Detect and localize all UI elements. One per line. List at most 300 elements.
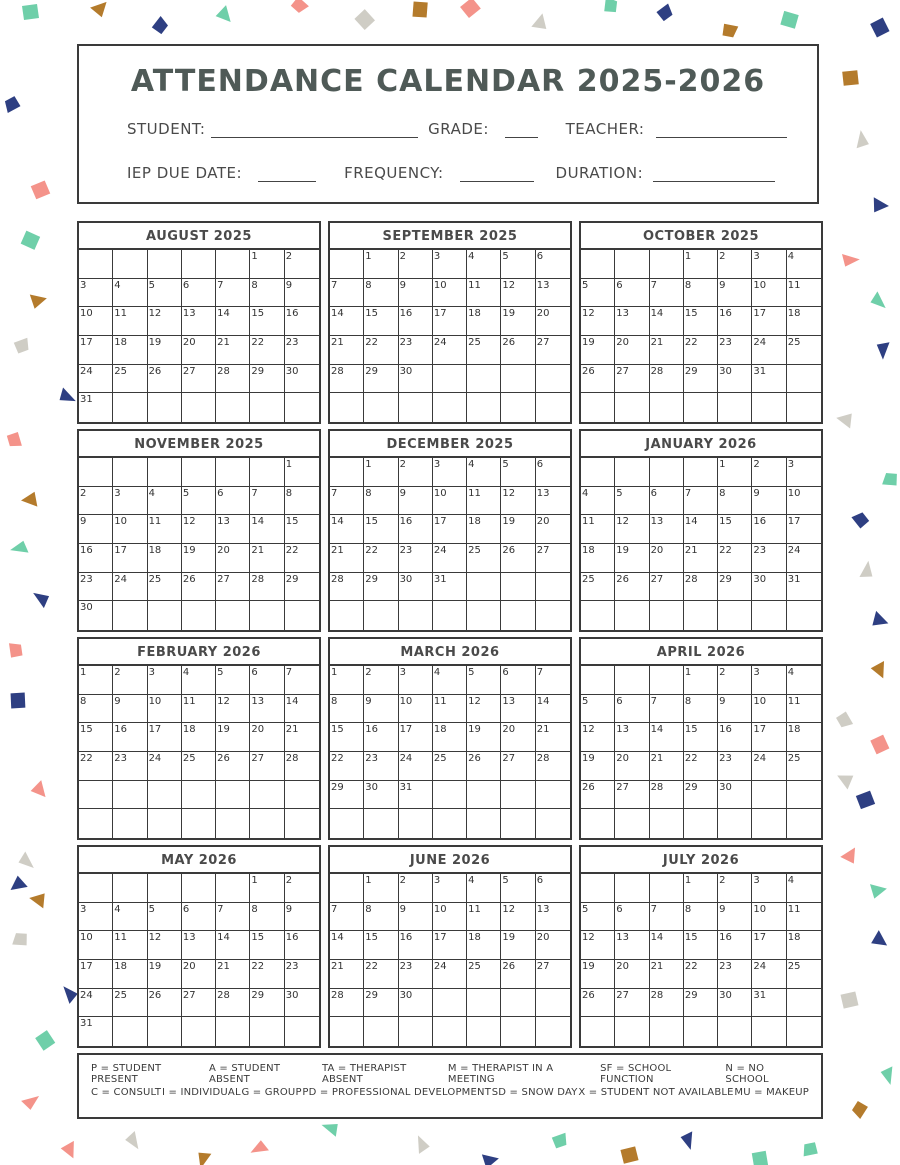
day-cell[interactable]: 17: [787, 515, 821, 544]
day-cell[interactable]: 11: [433, 695, 467, 724]
day-cell[interactable]: 10: [433, 487, 467, 516]
day-cell[interactable]: [113, 874, 147, 903]
day-cell[interactable]: 20: [650, 544, 684, 573]
day-cell[interactable]: 5: [615, 487, 649, 516]
day-cell[interactable]: 10: [433, 903, 467, 932]
day-cell[interactable]: 15: [330, 723, 364, 752]
day-cell[interactable]: [615, 809, 649, 838]
day-cell[interactable]: 3: [148, 666, 182, 695]
day-cell[interactable]: [433, 601, 467, 630]
day-cell[interactable]: 6: [182, 279, 216, 308]
day-cell[interactable]: [182, 809, 216, 838]
day-cell[interactable]: 21: [650, 336, 684, 365]
day-cell[interactable]: 20: [536, 307, 570, 336]
day-cell[interactable]: [433, 989, 467, 1018]
day-cell[interactable]: 9: [285, 903, 319, 932]
day-cell[interactable]: 23: [718, 960, 752, 989]
day-cell[interactable]: [148, 458, 182, 487]
day-cell[interactable]: [581, 809, 615, 838]
day-cell[interactable]: 22: [330, 752, 364, 781]
day-cell[interactable]: 11: [467, 903, 501, 932]
day-cell[interactable]: 3: [433, 458, 467, 487]
day-cell[interactable]: 1: [684, 874, 718, 903]
day-cell[interactable]: 4: [787, 250, 821, 279]
day-cell[interactable]: 11: [113, 307, 147, 336]
day-cell[interactable]: 11: [581, 515, 615, 544]
day-cell[interactable]: 22: [684, 336, 718, 365]
day-cell[interactable]: 15: [250, 307, 284, 336]
day-cell[interactable]: 17: [399, 723, 433, 752]
day-cell[interactable]: 2: [399, 250, 433, 279]
day-cell[interactable]: [216, 393, 250, 422]
day-cell[interactable]: [216, 874, 250, 903]
day-cell[interactable]: 5: [501, 874, 535, 903]
day-cell[interactable]: [182, 393, 216, 422]
day-cell[interactable]: [501, 781, 535, 810]
day-cell[interactable]: 31: [752, 365, 786, 394]
day-cell[interactable]: 10: [752, 279, 786, 308]
day-cell[interactable]: 20: [536, 515, 570, 544]
day-cell[interactable]: 8: [364, 279, 398, 308]
day-cell[interactable]: 19: [501, 931, 535, 960]
day-cell[interactable]: 15: [250, 931, 284, 960]
day-cell[interactable]: 26: [467, 752, 501, 781]
day-cell[interactable]: 28: [216, 989, 250, 1018]
day-cell[interactable]: 14: [330, 307, 364, 336]
day-cell[interactable]: [581, 601, 615, 630]
day-cell[interactable]: 14: [250, 515, 284, 544]
day-cell[interactable]: 7: [536, 666, 570, 695]
day-cell[interactable]: 16: [718, 307, 752, 336]
day-cell[interactable]: 30: [718, 365, 752, 394]
day-cell[interactable]: 16: [285, 931, 319, 960]
day-cell[interactable]: 16: [399, 515, 433, 544]
day-cell[interactable]: [650, 250, 684, 279]
day-cell[interactable]: 18: [433, 723, 467, 752]
day-cell[interactable]: 10: [113, 515, 147, 544]
day-cell[interactable]: [433, 393, 467, 422]
day-cell[interactable]: [113, 601, 147, 630]
day-cell[interactable]: 27: [615, 989, 649, 1018]
day-cell[interactable]: 10: [752, 903, 786, 932]
day-cell[interactable]: 15: [364, 307, 398, 336]
frequency-field[interactable]: [460, 165, 534, 182]
day-cell[interactable]: 23: [399, 960, 433, 989]
day-cell[interactable]: 23: [752, 544, 786, 573]
day-cell[interactable]: 23: [113, 752, 147, 781]
day-cell[interactable]: 24: [752, 752, 786, 781]
day-cell[interactable]: [148, 809, 182, 838]
day-cell[interactable]: 7: [330, 487, 364, 516]
day-cell[interactable]: 3: [79, 279, 113, 308]
day-cell[interactable]: 4: [787, 874, 821, 903]
day-cell[interactable]: 1: [330, 666, 364, 695]
day-cell[interactable]: 28: [216, 365, 250, 394]
day-cell[interactable]: 30: [752, 573, 786, 602]
day-cell[interactable]: 13: [615, 723, 649, 752]
day-cell[interactable]: [182, 601, 216, 630]
day-cell[interactable]: 4: [581, 487, 615, 516]
day-cell[interactable]: [752, 1017, 786, 1046]
day-cell[interactable]: 29: [285, 573, 319, 602]
day-cell[interactable]: 15: [364, 515, 398, 544]
day-cell[interactable]: 4: [148, 487, 182, 516]
day-cell[interactable]: [399, 1017, 433, 1046]
day-cell[interactable]: 30: [285, 989, 319, 1018]
day-cell[interactable]: 3: [79, 903, 113, 932]
day-cell[interactable]: 3: [433, 874, 467, 903]
day-cell[interactable]: 30: [285, 365, 319, 394]
day-cell[interactable]: [581, 1017, 615, 1046]
day-cell[interactable]: 1: [250, 874, 284, 903]
day-cell[interactable]: 8: [250, 903, 284, 932]
day-cell[interactable]: 22: [250, 336, 284, 365]
day-cell[interactable]: [182, 458, 216, 487]
day-cell[interactable]: [364, 601, 398, 630]
day-cell[interactable]: 24: [79, 989, 113, 1018]
day-cell[interactable]: 6: [536, 874, 570, 903]
day-cell[interactable]: 10: [399, 695, 433, 724]
day-cell[interactable]: 12: [182, 515, 216, 544]
day-cell[interactable]: 7: [330, 903, 364, 932]
day-cell[interactable]: 9: [399, 903, 433, 932]
day-cell[interactable]: 17: [752, 307, 786, 336]
day-cell[interactable]: 15: [285, 515, 319, 544]
day-cell[interactable]: 27: [615, 365, 649, 394]
day-cell[interactable]: 8: [684, 279, 718, 308]
day-cell[interactable]: [650, 393, 684, 422]
day-cell[interactable]: 9: [718, 695, 752, 724]
day-cell[interactable]: 28: [330, 989, 364, 1018]
day-cell[interactable]: 25: [787, 752, 821, 781]
day-cell[interactable]: [250, 781, 284, 810]
day-cell[interactable]: 1: [364, 458, 398, 487]
day-cell[interactable]: 5: [581, 695, 615, 724]
day-cell[interactable]: 12: [501, 279, 535, 308]
day-cell[interactable]: [787, 989, 821, 1018]
day-cell[interactable]: [718, 393, 752, 422]
day-cell[interactable]: 14: [330, 515, 364, 544]
day-cell[interactable]: 23: [285, 336, 319, 365]
day-cell[interactable]: 7: [650, 279, 684, 308]
day-cell[interactable]: [650, 874, 684, 903]
day-cell[interactable]: [581, 250, 615, 279]
day-cell[interactable]: 18: [787, 723, 821, 752]
day-cell[interactable]: [182, 781, 216, 810]
day-cell[interactable]: 1: [684, 666, 718, 695]
day-cell[interactable]: [684, 1017, 718, 1046]
day-cell[interactable]: [330, 393, 364, 422]
day-cell[interactable]: [467, 365, 501, 394]
day-cell[interactable]: 15: [684, 723, 718, 752]
day-cell[interactable]: 24: [433, 960, 467, 989]
day-cell[interactable]: 26: [581, 989, 615, 1018]
student-field[interactable]: [211, 121, 418, 138]
day-cell[interactable]: 5: [148, 903, 182, 932]
day-cell[interactable]: [650, 458, 684, 487]
iep-due-date-field[interactable]: [258, 165, 316, 182]
day-cell[interactable]: 8: [364, 903, 398, 932]
day-cell[interactable]: 28: [650, 781, 684, 810]
day-cell[interactable]: [787, 393, 821, 422]
day-cell[interactable]: [501, 601, 535, 630]
day-cell[interactable]: 8: [79, 695, 113, 724]
day-cell[interactable]: [285, 809, 319, 838]
day-cell[interactable]: 9: [752, 487, 786, 516]
day-cell[interactable]: 3: [433, 250, 467, 279]
day-cell[interactable]: 13: [536, 487, 570, 516]
day-cell[interactable]: [467, 809, 501, 838]
day-cell[interactable]: 26: [182, 573, 216, 602]
day-cell[interactable]: 9: [718, 903, 752, 932]
day-cell[interactable]: [182, 250, 216, 279]
day-cell[interactable]: 24: [752, 960, 786, 989]
day-cell[interactable]: 19: [581, 960, 615, 989]
day-cell[interactable]: 21: [285, 723, 319, 752]
day-cell[interactable]: 16: [79, 544, 113, 573]
day-cell[interactable]: 25: [467, 544, 501, 573]
grade-field[interactable]: [505, 121, 538, 138]
day-cell[interactable]: 6: [536, 458, 570, 487]
day-cell[interactable]: 22: [364, 960, 398, 989]
day-cell[interactable]: 14: [216, 931, 250, 960]
day-cell[interactable]: 13: [501, 695, 535, 724]
day-cell[interactable]: 12: [501, 487, 535, 516]
day-cell[interactable]: 29: [684, 781, 718, 810]
day-cell[interactable]: [650, 601, 684, 630]
day-cell[interactable]: [650, 809, 684, 838]
day-cell[interactable]: 29: [330, 781, 364, 810]
day-cell[interactable]: 20: [536, 931, 570, 960]
day-cell[interactable]: 25: [113, 365, 147, 394]
day-cell[interactable]: 15: [684, 307, 718, 336]
day-cell[interactable]: 25: [182, 752, 216, 781]
day-cell[interactable]: 20: [182, 336, 216, 365]
day-cell[interactable]: 24: [79, 365, 113, 394]
day-cell[interactable]: [113, 250, 147, 279]
day-cell[interactable]: [536, 781, 570, 810]
day-cell[interactable]: 30: [399, 989, 433, 1018]
day-cell[interactable]: [113, 809, 147, 838]
day-cell[interactable]: 8: [330, 695, 364, 724]
day-cell[interactable]: 1: [364, 874, 398, 903]
day-cell[interactable]: 23: [718, 336, 752, 365]
day-cell[interactable]: [148, 250, 182, 279]
day-cell[interactable]: 22: [364, 544, 398, 573]
day-cell[interactable]: 12: [501, 903, 535, 932]
day-cell[interactable]: 11: [787, 695, 821, 724]
day-cell[interactable]: 18: [467, 515, 501, 544]
day-cell[interactable]: 26: [216, 752, 250, 781]
day-cell[interactable]: 16: [752, 515, 786, 544]
day-cell[interactable]: 24: [433, 336, 467, 365]
day-cell[interactable]: 2: [718, 874, 752, 903]
day-cell[interactable]: 25: [113, 989, 147, 1018]
day-cell[interactable]: 12: [581, 723, 615, 752]
day-cell[interactable]: [787, 601, 821, 630]
day-cell[interactable]: [684, 393, 718, 422]
day-cell[interactable]: 2: [718, 666, 752, 695]
day-cell[interactable]: 21: [330, 336, 364, 365]
day-cell[interactable]: 2: [285, 874, 319, 903]
day-cell[interactable]: [536, 393, 570, 422]
day-cell[interactable]: [650, 666, 684, 695]
day-cell[interactable]: [433, 1017, 467, 1046]
day-cell[interactable]: 9: [285, 279, 319, 308]
day-cell[interactable]: [148, 1017, 182, 1046]
day-cell[interactable]: 6: [615, 279, 649, 308]
day-cell[interactable]: [718, 809, 752, 838]
day-cell[interactable]: [148, 393, 182, 422]
day-cell[interactable]: 10: [148, 695, 182, 724]
day-cell[interactable]: 14: [536, 695, 570, 724]
day-cell[interactable]: 19: [501, 307, 535, 336]
day-cell[interactable]: [787, 809, 821, 838]
day-cell[interactable]: 9: [718, 279, 752, 308]
day-cell[interactable]: 17: [433, 307, 467, 336]
day-cell[interactable]: 23: [399, 336, 433, 365]
day-cell[interactable]: 28: [250, 573, 284, 602]
day-cell[interactable]: 23: [79, 573, 113, 602]
day-cell[interactable]: 26: [148, 989, 182, 1018]
day-cell[interactable]: 10: [79, 307, 113, 336]
day-cell[interactable]: 6: [536, 250, 570, 279]
day-cell[interactable]: 19: [581, 336, 615, 365]
day-cell[interactable]: 18: [182, 723, 216, 752]
day-cell[interactable]: 21: [330, 544, 364, 573]
day-cell[interactable]: 31: [752, 989, 786, 1018]
day-cell[interactable]: [581, 666, 615, 695]
day-cell[interactable]: 13: [615, 307, 649, 336]
day-cell[interactable]: [615, 250, 649, 279]
day-cell[interactable]: 18: [787, 931, 821, 960]
day-cell[interactable]: 13: [536, 903, 570, 932]
day-cell[interactable]: [615, 393, 649, 422]
day-cell[interactable]: [79, 250, 113, 279]
day-cell[interactable]: [364, 809, 398, 838]
day-cell[interactable]: 18: [581, 544, 615, 573]
day-cell[interactable]: 25: [148, 573, 182, 602]
day-cell[interactable]: 8: [364, 487, 398, 516]
day-cell[interactable]: 25: [467, 336, 501, 365]
day-cell[interactable]: 6: [650, 487, 684, 516]
day-cell[interactable]: [467, 1017, 501, 1046]
day-cell[interactable]: [182, 1017, 216, 1046]
day-cell[interactable]: 19: [182, 544, 216, 573]
day-cell[interactable]: 26: [615, 573, 649, 602]
day-cell[interactable]: 23: [364, 752, 398, 781]
day-cell[interactable]: 25: [467, 960, 501, 989]
day-cell[interactable]: 13: [615, 931, 649, 960]
day-cell[interactable]: 30: [79, 601, 113, 630]
day-cell[interactable]: [285, 601, 319, 630]
day-cell[interactable]: 4: [433, 666, 467, 695]
day-cell[interactable]: 5: [581, 903, 615, 932]
day-cell[interactable]: 27: [216, 573, 250, 602]
day-cell[interactable]: [581, 874, 615, 903]
day-cell[interactable]: 22: [79, 752, 113, 781]
day-cell[interactable]: 17: [113, 544, 147, 573]
day-cell[interactable]: 16: [399, 307, 433, 336]
day-cell[interactable]: [285, 1017, 319, 1046]
day-cell[interactable]: [285, 393, 319, 422]
day-cell[interactable]: 25: [581, 573, 615, 602]
day-cell[interactable]: 16: [399, 931, 433, 960]
day-cell[interactable]: 20: [216, 544, 250, 573]
day-cell[interactable]: 14: [650, 931, 684, 960]
day-cell[interactable]: 14: [330, 931, 364, 960]
day-cell[interactable]: 11: [787, 903, 821, 932]
day-cell[interactable]: [615, 666, 649, 695]
day-cell[interactable]: [501, 365, 535, 394]
day-cell[interactable]: [615, 458, 649, 487]
day-cell[interactable]: [330, 809, 364, 838]
day-cell[interactable]: 28: [536, 752, 570, 781]
day-cell[interactable]: 7: [684, 487, 718, 516]
day-cell[interactable]: 11: [467, 279, 501, 308]
day-cell[interactable]: [216, 458, 250, 487]
day-cell[interactable]: [113, 781, 147, 810]
day-cell[interactable]: 27: [501, 752, 535, 781]
day-cell[interactable]: [718, 601, 752, 630]
day-cell[interactable]: [752, 601, 786, 630]
day-cell[interactable]: 17: [752, 931, 786, 960]
day-cell[interactable]: [330, 250, 364, 279]
day-cell[interactable]: 17: [752, 723, 786, 752]
day-cell[interactable]: 27: [250, 752, 284, 781]
day-cell[interactable]: 11: [787, 279, 821, 308]
day-cell[interactable]: 22: [718, 544, 752, 573]
day-cell[interactable]: 29: [250, 365, 284, 394]
day-cell[interactable]: [285, 781, 319, 810]
day-cell[interactable]: [467, 989, 501, 1018]
day-cell[interactable]: 20: [182, 960, 216, 989]
day-cell[interactable]: 21: [216, 960, 250, 989]
day-cell[interactable]: [79, 781, 113, 810]
day-cell[interactable]: [501, 1017, 535, 1046]
day-cell[interactable]: [684, 809, 718, 838]
day-cell[interactable]: 18: [467, 931, 501, 960]
day-cell[interactable]: 7: [650, 903, 684, 932]
day-cell[interactable]: 19: [467, 723, 501, 752]
day-cell[interactable]: 13: [650, 515, 684, 544]
day-cell[interactable]: 20: [615, 336, 649, 365]
day-cell[interactable]: 27: [536, 336, 570, 365]
day-cell[interactable]: 4: [467, 250, 501, 279]
day-cell[interactable]: 26: [581, 365, 615, 394]
day-cell[interactable]: 31: [79, 393, 113, 422]
day-cell[interactable]: 20: [615, 960, 649, 989]
day-cell[interactable]: 21: [216, 336, 250, 365]
day-cell[interactable]: 21: [650, 960, 684, 989]
day-cell[interactable]: 5: [182, 487, 216, 516]
day-cell[interactable]: [752, 393, 786, 422]
day-cell[interactable]: 26: [501, 336, 535, 365]
day-cell[interactable]: 24: [752, 336, 786, 365]
day-cell[interactable]: 7: [216, 279, 250, 308]
day-cell[interactable]: [467, 781, 501, 810]
day-cell[interactable]: [216, 250, 250, 279]
day-cell[interactable]: [182, 874, 216, 903]
day-cell[interactable]: [364, 393, 398, 422]
day-cell[interactable]: 4: [113, 903, 147, 932]
day-cell[interactable]: 22: [250, 960, 284, 989]
day-cell[interactable]: [536, 573, 570, 602]
day-cell[interactable]: 8: [684, 903, 718, 932]
day-cell[interactable]: 7: [650, 695, 684, 724]
day-cell[interactable]: 29: [364, 573, 398, 602]
day-cell[interactable]: 9: [399, 487, 433, 516]
